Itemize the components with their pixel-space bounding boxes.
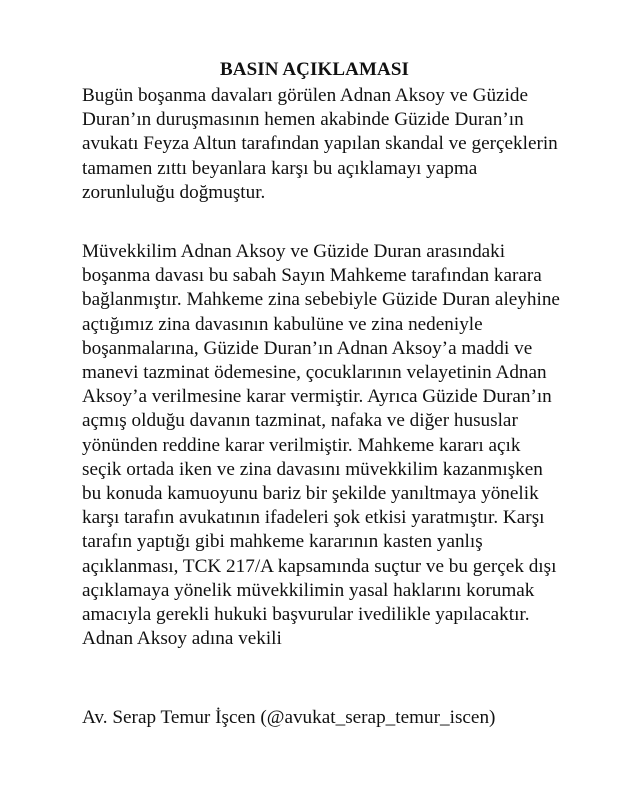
- text-line: manevi tazminat ödemesine, çocuklarının velayetinin Adnan: [82, 362, 547, 384]
- text-line: avukatı Feyza Altun tarafından yapılan skandal ve gerçeklerin: [82, 133, 558, 155]
- text-line: bağlanmıştır. Mahkeme zina sebebiyle Güzide Duran aleyhine: [82, 289, 560, 311]
- text-line: seçik ortada iken ve zina davasını müvekkilim kazanmışken: [82, 458, 543, 480]
- text-line: Bugün boşanma davaları görülen Adnan Aksoy ve Güzide: [82, 85, 529, 106]
- text-line: açmış olduğu davanın tazminat, nafaka ve diğer hususlar: [82, 410, 518, 432]
- text-line: Aksoy’a verilmesine karar vermiştir. Ayrıca Güzide Duran’ın: [82, 386, 552, 408]
- text-line: açtığımız zina davasının kabulüne ve zina nedeniyle: [82, 313, 483, 335]
- text-line: Müvekkilim Adnan Aksoy ve Güzide Duran arasındaki: [82, 241, 506, 262]
- intro-paragraph: [82, 84, 582, 205]
- text-line: amacıyla gerekli hukuki başvurular ivedilikle yapılacaktır.: [82, 604, 530, 626]
- text-line: açıklanması, TCK 217/A kapsamında suçtur ve bu gerçek dışı: [82, 555, 557, 577]
- text-line: tamamen zıttı beyanlara karşı bu açıklamayı yapma: [82, 157, 478, 179]
- text-line: Adnan Aksoy adına vekili: [82, 628, 282, 650]
- signature-line: Av. Serap Temur İşcen (@avukat_serap_temur_iscen): [82, 707, 496, 728]
- text-line: tarafın yaptığı gibi mahkeme kararının kasten yanlış: [82, 531, 483, 553]
- text-line: boşanmalarına, Güzide Duran’ın Adnan Aksoy’a maddi ve: [82, 337, 533, 359]
- text-line: zorunluluğu doğmuştur.: [82, 181, 266, 203]
- text-line: karşı tarafın avukatının ifadeleri şok etkisi yaratmıştır. Karşı: [82, 507, 545, 529]
- document-title: BASIN AÇIKLAMASI: [219, 59, 409, 80]
- body-paragraph: [82, 240, 582, 651]
- text-line: yönünden reddine karar verilmiştir. Mahkeme kararı açık: [82, 434, 521, 456]
- text-line: Duran’ın duruşmasının hemen akabinde Güzide Duran’ın: [82, 109, 524, 131]
- text-line: boşanma davası bu sabah Sayın Mahkeme tarafından karara: [82, 265, 542, 287]
- text-line: bu konuda kamuoyunu bariz bir şekilde yanıltmaya yönelik: [82, 483, 539, 505]
- text-line: açıklamaya yönelik müvekkilimin yasal haklarını korumak: [82, 579, 535, 601]
